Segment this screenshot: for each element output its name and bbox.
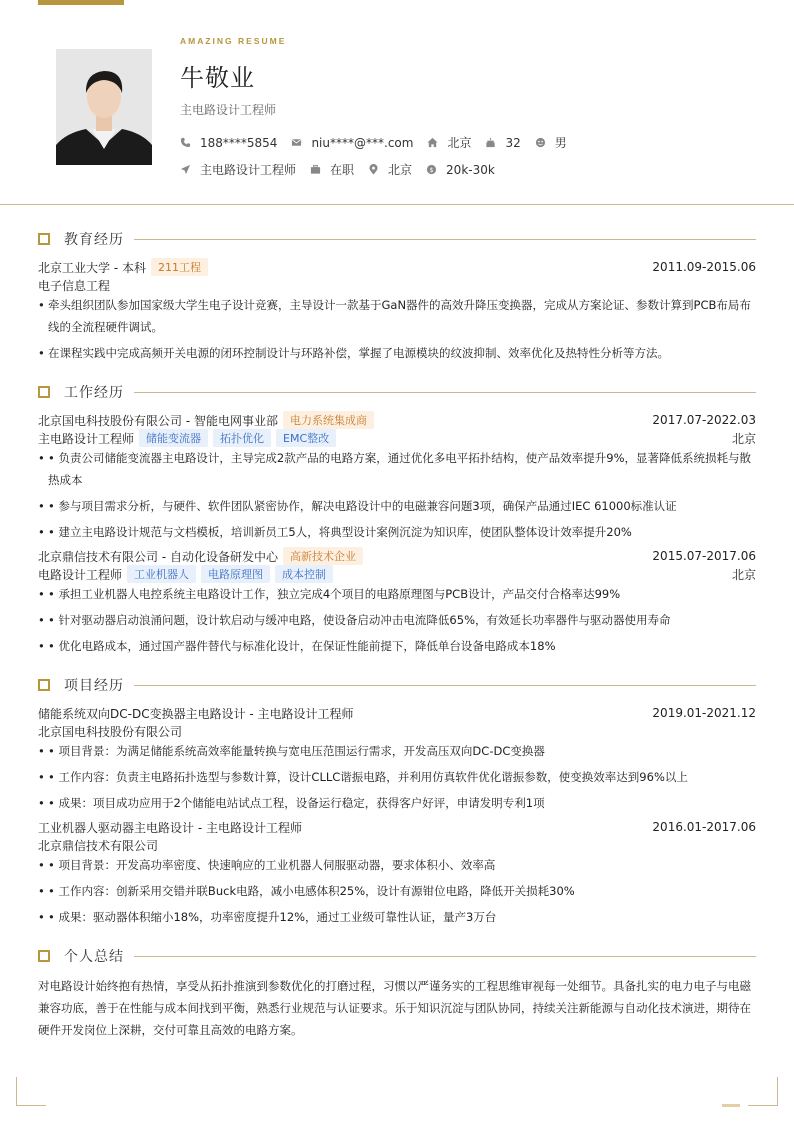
projects-heading: 项目经历 (64, 678, 124, 694)
candidate-name: 牛敬业 (180, 64, 255, 92)
project-bullet: • • 项目背景：为满足储能系统高效率能量转换与宽电压范围运行需求，开发高压双向DC-DC变换器 (38, 740, 754, 762)
school-name: 北京工业大学 - 本科 (38, 260, 146, 275)
project-name-row (38, 705, 756, 721)
project-period: 2016.01-2017.06 (652, 820, 756, 834)
status-text: 在职 (330, 163, 355, 177)
job-location: 北京 (731, 431, 756, 446)
company-tag: 高新技术企业 (283, 547, 363, 565)
project-company-row (38, 837, 756, 853)
intent-city-text: 北京 (388, 163, 413, 177)
job-bullet: • • 参与项目需求分析，与硬件、软件团队紧密协作，解决电路设计中的电磁兼容问题3项，确保产品通过IEC 61000标准认证 (38, 495, 754, 517)
email-text: niu****@***.com (311, 135, 414, 150)
education-major-row (38, 277, 756, 293)
briefcase-icon (310, 164, 321, 175)
email-item (291, 136, 413, 150)
bottom-accent-bar (722, 1104, 740, 1107)
summary-text: 对电路设计始终抱有热情，享受从拓扑推演到参数优化的打磨过程，习惯以严谨务实的工程思维审视每一处细节。具备扎实的电力电子与电磁兼容功底，善于在性能与成本间找到平衡，熟悉行业规范与认证要求。乐于知识沉淀与团队协同，持续关注新能源与自动化技术演进，期待在硬件开发岗位上深耕，交付可靠且高效的电路方案。 (38, 979, 751, 1037)
hometown-text: 北京 (447, 136, 472, 150)
contact-info-row (180, 134, 581, 151)
job-location: 北京 (731, 567, 756, 582)
svg-text:$: $ (429, 165, 434, 174)
job-company-row (38, 548, 756, 564)
cake-icon (485, 137, 496, 148)
skill-tag: 储能变流器 (139, 429, 208, 447)
section-rule (134, 239, 756, 240)
project-name: 储能系统双向DC-DC变换器主电路设计 - 主电路设计工程师 (38, 706, 354, 721)
skill-tag: 工业机器人 (127, 565, 196, 583)
project-period: 2019.01-2021.12 (652, 706, 756, 720)
education-bullet: • 牵头组织团队参加国家级大学生电子设计竞赛，主导设计一款基于GaN器件的高效升降压变换器，完成从方案论证、参数计算到PCB布局布线的全流程硬件调试。 (38, 294, 754, 338)
profile-photo (56, 49, 152, 165)
job-bullet: • • 负责公司储能变流器主电路设计，主导完成2款产品的电路方案，通过优化多电平拓扑结构，使产品效率提升9%，显著降低系统损耗与散热成本 (38, 447, 754, 491)
section-rule (134, 685, 756, 686)
job-company-row (38, 412, 756, 428)
job-intent-row (180, 161, 509, 178)
company-name: 北京鼎信技术有限公司 - 自动化设备研发中心 (38, 549, 278, 564)
projects-section-title (38, 677, 756, 693)
job-role-row (38, 566, 756, 582)
education-period: 2011.09-2015.06 (652, 260, 756, 274)
location-pin-icon (368, 164, 379, 175)
education-section-title (38, 231, 756, 247)
salary-icon (426, 164, 437, 175)
job-role: 主电路设计工程师 (38, 431, 135, 446)
work-section-title (38, 384, 756, 400)
major-name: 电子信息工程 (38, 278, 111, 293)
skill-tag: 成本控制 (275, 565, 333, 583)
age-item (485, 136, 520, 150)
intent-position-text: 主电路设计工程师 (200, 163, 297, 177)
section-rule (134, 392, 756, 393)
section-marker-icon (38, 233, 50, 245)
skill-tag: EMC整改 (276, 429, 336, 447)
email-icon (291, 137, 302, 148)
status-item (310, 161, 354, 178)
summary-section-title (38, 948, 756, 964)
section-marker-icon (38, 679, 50, 691)
home-icon (427, 137, 438, 148)
education-school-row (38, 259, 756, 275)
candidate-title: 主电路设计工程师 (180, 103, 277, 117)
send-icon (180, 164, 191, 175)
salary-item (426, 163, 495, 177)
project-name: 工业机器人驱动器主电路设计 - 主电路设计工程师 (38, 820, 302, 835)
skill-tag: 拓扑优化 (213, 429, 271, 447)
education-heading: 教育经历 (64, 232, 124, 248)
project-bullet: • • 工作内容：创新采用交错并联Buck电路，减小电感体积25%，设计有源钳位电路，降低开关损耗30% (38, 880, 754, 902)
job-bullet: • • 承担工业机器人电控系统主电路设计工作，独立完成4个项目的电路原理图与PCB设计，产品交付合格率达99% (38, 583, 754, 605)
phone-item (180, 136, 277, 150)
section-marker-icon (38, 386, 50, 398)
brand-label: AMAZING RESUME (180, 36, 287, 46)
skill-tag: 电路原理图 (201, 565, 270, 583)
job-role-row (38, 430, 756, 446)
gender-icon (535, 137, 546, 148)
school-tag: 211工程 (151, 258, 208, 276)
job-bullet: • • 针对驱动器启动浪涌问题，设计软启动与缓冲电路，使设备启动冲击电流降低65%，有效延长功率器件与驱动器使用寿命 (38, 609, 754, 631)
work-heading: 工作经历 (64, 385, 124, 401)
project-company-row (38, 723, 756, 739)
section-marker-icon (38, 950, 50, 962)
project-company: 北京鼎信技术有限公司 (38, 838, 159, 853)
company-tag: 电力系统集成商 (283, 411, 374, 429)
gender-item (535, 134, 567, 151)
corner-ornament (16, 1077, 46, 1106)
corner-ornament (748, 1077, 778, 1106)
project-bullet: • • 成果：驱动器体积缩小18%，功率密度提升12%，通过工业级可靠性认证，量产3万台 (38, 906, 754, 928)
gender-text: 男 (554, 136, 567, 150)
job-period: 2015.07-2017.06 (652, 549, 756, 563)
intent-position-item (180, 161, 296, 178)
education-bullet: • 在课程实践中完成高频开关电源的闭环控制设计与环路补偿，掌握了电源模块的纹波抑制、效率优化及热特性分析等方法。 (38, 342, 754, 364)
project-bullet: • • 成果：项目成功应用于2个储能电站试点工程，设备运行稳定，获得客户好评，申请发明专利1项 (38, 792, 754, 814)
project-name-row (38, 819, 756, 835)
top-accent-bar (38, 0, 124, 5)
job-role: 电路设计工程师 (38, 567, 123, 582)
job-bullet: • • 建立主电路设计规范与文档模板，培训新员工5人，将典型设计案例沉淀为知识库，使团队整体设计效率提升20% (38, 521, 754, 543)
project-bullet: • • 项目背景：开发高功率密度、快速响应的工业机器人伺服驱动器，要求体积小、效率高 (38, 854, 754, 876)
section-rule (134, 956, 756, 957)
job-bullet: • • 优化电路成本，通过国产器件替代与标准化设计，在保证性能前提下，降低单台设备电路成本18% (38, 635, 754, 657)
salary-text: 20k-30k (446, 162, 495, 177)
phone-icon (180, 137, 191, 148)
company-name: 北京国电科技股份有限公司 - 智能电网事业部 (38, 413, 278, 428)
header-divider (0, 204, 794, 205)
age-text: 32 (505, 135, 521, 150)
home-item (427, 134, 471, 151)
phone-text: 188****5854 (200, 135, 278, 150)
project-company: 北京国电科技股份有限公司 (38, 724, 183, 739)
intent-city-item (368, 161, 412, 178)
summary-heading: 个人总结 (64, 949, 124, 965)
job-period: 2017.07-2022.03 (652, 413, 756, 427)
project-bullet: • • 工作内容：负责主电路拓扑选型与参数计算，设计CLLC谐振电路，并利用仿真软件优化谐振参数，使变换效率达到96%以上 (38, 766, 754, 788)
